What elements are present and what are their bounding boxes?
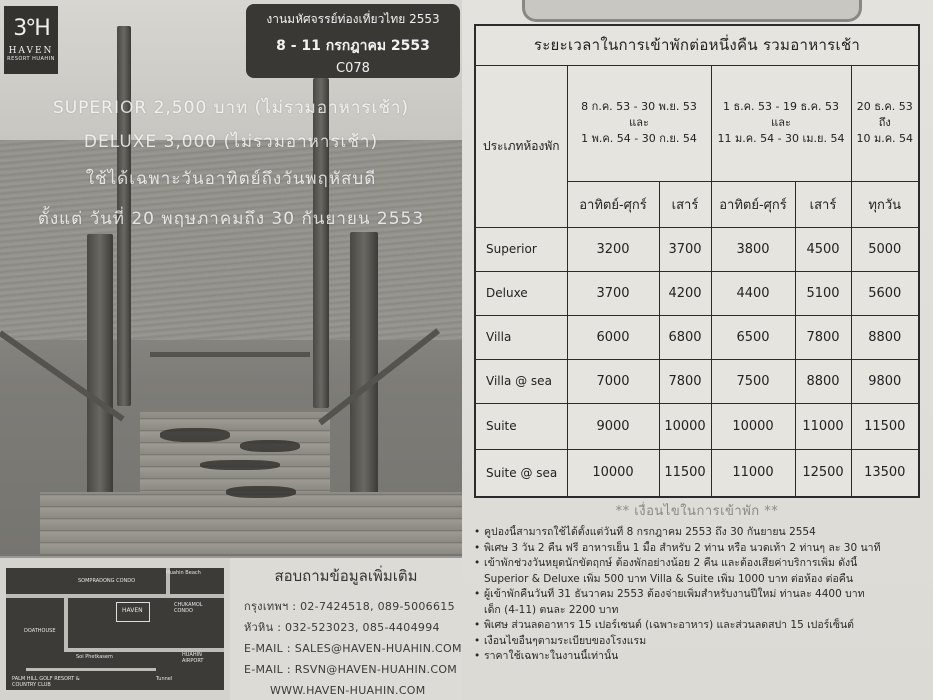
- rate-cell: 7500: [711, 359, 795, 403]
- period-1-and: และ: [629, 116, 649, 129]
- day-header: ทุกวัน: [851, 181, 919, 227]
- day-header: เสาร์: [795, 181, 851, 227]
- rate-cell: 9800: [851, 359, 919, 403]
- haven-logo: [4, 6, 58, 74]
- coupon-code: C078: [336, 61, 370, 76]
- map-label-chukamol: CHUKAMOL CONDO: [174, 602, 203, 614]
- table-row: [475, 315, 919, 359]
- contact-email-sales: E-MAIL : SALES@HAVEN-HUAHIN.COM: [244, 642, 462, 655]
- condition-text: Superior & Deluxe เพิ่ม 500 บาท Villa & Suite เพิ่ม 1000 บาท ต่อห้อง ต่อคืน: [484, 572, 854, 585]
- rate-cell: 10000: [711, 403, 795, 449]
- table-row: [475, 227, 919, 271]
- period-2-end: 11 ม.ค. 54 - 30 เม.ย. 54: [717, 132, 845, 145]
- room-name: Suite: [475, 403, 567, 449]
- period-2-start: 1 ธ.ค. 53 - 19 ธ.ค. 53: [722, 100, 840, 113]
- promo-superior: SUPERIOR 2,500 บาท (ไม่รวมอาหารเช้า): [52, 98, 410, 118]
- room-name: Superior: [475, 227, 567, 271]
- list-item: [474, 649, 920, 665]
- map-road: [64, 596, 68, 652]
- rate-cell: 10000: [567, 449, 659, 497]
- rate-cell: 11500: [659, 449, 711, 497]
- bullet: •: [474, 588, 481, 600]
- rate-cell: 4500: [795, 227, 851, 271]
- map-label-airport: HUAHIN AIRPORT: [182, 652, 204, 664]
- fair-dates: 8 - 11 กรกฎาคม 2553: [276, 38, 430, 54]
- contact-email-rsvn: E-MAIL : RSVN@HAVEN-HUAHIN.COM: [244, 663, 458, 676]
- map-label-tunnel: Tunnel: [156, 676, 173, 682]
- bullet: •: [474, 526, 481, 538]
- room-name: Villa @ sea: [475, 359, 567, 403]
- stain: [226, 486, 296, 498]
- rate-cell: 8800: [795, 359, 851, 403]
- promo-period: ตั้งแต่ วันที่ 20 พฤษภาคมถึง 30 กันยายน 2553: [37, 209, 425, 229]
- table-row: [475, 359, 919, 403]
- rate-cell: 3200: [567, 227, 659, 271]
- map-label-sompradong: SOMPRADONG CONDO: [78, 578, 136, 584]
- promo-flyer: [0, 0, 462, 700]
- fair-name: งานมหัศจรรย์ท่องเที่ยวไทย 2553: [266, 12, 440, 26]
- rate-sheet: [462, 0, 933, 700]
- map-label-haven: HAVEN: [122, 607, 143, 614]
- contact-huahin: หัวหิน : 032-523023, 085-4404994: [244, 621, 440, 634]
- list-item: [474, 541, 920, 557]
- day-header: เสาร์: [659, 181, 711, 227]
- period-2: [711, 65, 851, 181]
- period-1-end: 1 พ.ค. 54 - 30 ก.ย. 54: [581, 132, 697, 145]
- list-item: [474, 587, 920, 603]
- list-item: [474, 618, 920, 634]
- rate-cell: 6800: [659, 315, 711, 359]
- day-header: อาทิตย์-ศุกร์: [711, 181, 795, 227]
- fair-badge: [246, 4, 460, 78]
- pier-post: [87, 234, 113, 534]
- condition-text: คูปองนี้สามารถใช้ได้ตั้งแต่วันที่ 8 กรกฎาคม 2553 ถึง 30 กันยายน 2554: [484, 526, 816, 538]
- map-road: [6, 594, 224, 598]
- stain: [240, 440, 300, 452]
- rate-table-title: ระยะเวลาในการเข้าพักต่อหนึ่งคืน รวมอาหารเช้า: [475, 25, 919, 65]
- rate-cell: 4200: [659, 271, 711, 315]
- location-map-panel: [0, 556, 230, 700]
- rate-cell: 11500: [851, 403, 919, 449]
- rate-cell: 5100: [795, 271, 851, 315]
- conditions-list: [474, 525, 920, 665]
- room-name: Deluxe: [475, 271, 567, 315]
- table-row: [475, 449, 919, 497]
- stain: [160, 428, 230, 442]
- list-item: [474, 634, 920, 650]
- period-1: [567, 65, 711, 181]
- rate-cell: 12500: [795, 449, 851, 497]
- binder-clip: [522, 0, 862, 22]
- room-name: Suite @ sea: [475, 449, 567, 497]
- rate-cell: 13500: [851, 449, 919, 497]
- condition-text: เข้าพักช่วงวันหยุดนักขัตฤกษ์ ต้องพักอย่างน้อย 2 คืน และต้องเสียค่าบริการเพิ่ม ดังนี้: [484, 557, 858, 569]
- condition-text: พิเศษ 3 วัน 2 คืน ฟรี อาหารเย็น 1 มื้อ สำหรับ 2 ท่าน หรือ นวดเท้า 2 ท่านๆ ละ 30 นาที: [484, 541, 881, 554]
- list-item: [474, 603, 920, 619]
- condition-text: ผู้เข้าพักคืนวันที่ 31 ธันวาคม 2553 ต้องจ่ายเพิ่มสำหรับงานปีใหม่ ท่านละ 4400 บาท: [484, 588, 865, 600]
- promo-deluxe: DELUXE 3,000 (ไม่รวมอาหารเช้า): [83, 132, 379, 152]
- condition-text: พิเศษ ส่วนลดอาหาร 15 เปอร์เซนต์ (เฉพาะอาหาร) และส่วนลดสปา 15 เปอร์เซ็นต์: [484, 619, 854, 631]
- map-road: [26, 668, 156, 671]
- bullet: •: [474, 541, 481, 554]
- contact-bangkok: กรุงเทพฯ : 02-7424518, 089-5006615: [244, 600, 455, 613]
- rate-cell: 3800: [711, 227, 795, 271]
- rate-cell: 11000: [795, 403, 851, 449]
- rate-cell: 8800: [851, 315, 919, 359]
- rate-cell: 3700: [567, 271, 659, 315]
- pier-deck: [40, 492, 462, 554]
- bullet: •: [474, 634, 481, 647]
- map-label-doathouse: DOATHOUSE: [24, 628, 56, 634]
- rate-cell: 6000: [567, 315, 659, 359]
- contact-panel: [230, 556, 462, 700]
- rate-cell: 10000: [659, 403, 711, 449]
- location-map: [6, 568, 224, 690]
- period-1-start: 8 ก.ค. 53 - 30 พ.ย. 53: [581, 100, 697, 113]
- conditions-section: [474, 500, 920, 665]
- condition-text: เงื่อนไขอื่นๆตามระเบียบของโรงแรม: [484, 634, 647, 647]
- contact-website: WWW.HAVEN-HUAHIN.COM: [270, 684, 426, 697]
- rate-cell: 7800: [795, 315, 851, 359]
- rate-cell: 4400: [711, 271, 795, 315]
- logo-sub: RESORT HUAHIN: [7, 56, 55, 62]
- map-label-palm-hill: PALM HILL GOLF RESORT & COUNTRY CLUB: [12, 676, 80, 688]
- rate-cell: 7800: [659, 359, 711, 403]
- logo-mark: 3°H: [13, 16, 49, 41]
- room-name: Villa: [475, 315, 567, 359]
- rate-table: [474, 24, 920, 498]
- bullet: •: [474, 619, 481, 631]
- rate-cell: 6500: [711, 315, 795, 359]
- condition-text: ราคาใช้เฉพาะในงานนี้เท่านั้น: [484, 650, 619, 662]
- period-3-end: 10 ม.ค. 54: [856, 132, 914, 145]
- rate-cell: 5000: [851, 227, 919, 271]
- list-item: [474, 572, 920, 588]
- pier-rail: [318, 328, 440, 425]
- table-row: [475, 271, 919, 315]
- promo-days: ใช้ได้เฉพาะวันอาทิตย์ถึงวันพฤหัสบดี: [85, 169, 377, 189]
- bullet: •: [474, 650, 481, 662]
- logo-name: HAVEN: [8, 46, 54, 56]
- list-item: [474, 525, 920, 541]
- condition-text: เด็ก (4-11) ตนละ 2200 บาท: [484, 603, 619, 616]
- rate-cell: 5600: [851, 271, 919, 315]
- table-row: [475, 403, 919, 449]
- rate-cell: 3700: [659, 227, 711, 271]
- contact-heading: สอบถามข้อมูลเพิ่มเติม: [274, 567, 418, 585]
- conditions-title: ** เงื่อนไขในการเข้าพัก **: [615, 504, 779, 519]
- list-item: [474, 556, 920, 572]
- rate-cell: 11000: [711, 449, 795, 497]
- map-label-road: Soi Phetkasem: [76, 654, 113, 660]
- period-3-to: ถึง: [878, 116, 891, 129]
- period-3-start: 20 ธ.ค. 53: [856, 100, 913, 113]
- pier-rail: [150, 352, 310, 357]
- rate-cell: 7000: [567, 359, 659, 403]
- bullet: •: [474, 557, 481, 569]
- day-header: อาทิตย์-ศุกร์: [567, 181, 659, 227]
- room-type-header: ประเภทห้องพัก: [475, 65, 567, 227]
- period-2-and: และ: [771, 116, 791, 129]
- map-label-beach: Huahin Beach: [166, 570, 201, 576]
- rate-cell: 9000: [567, 403, 659, 449]
- period-3: [851, 65, 919, 181]
- stain: [200, 460, 280, 470]
